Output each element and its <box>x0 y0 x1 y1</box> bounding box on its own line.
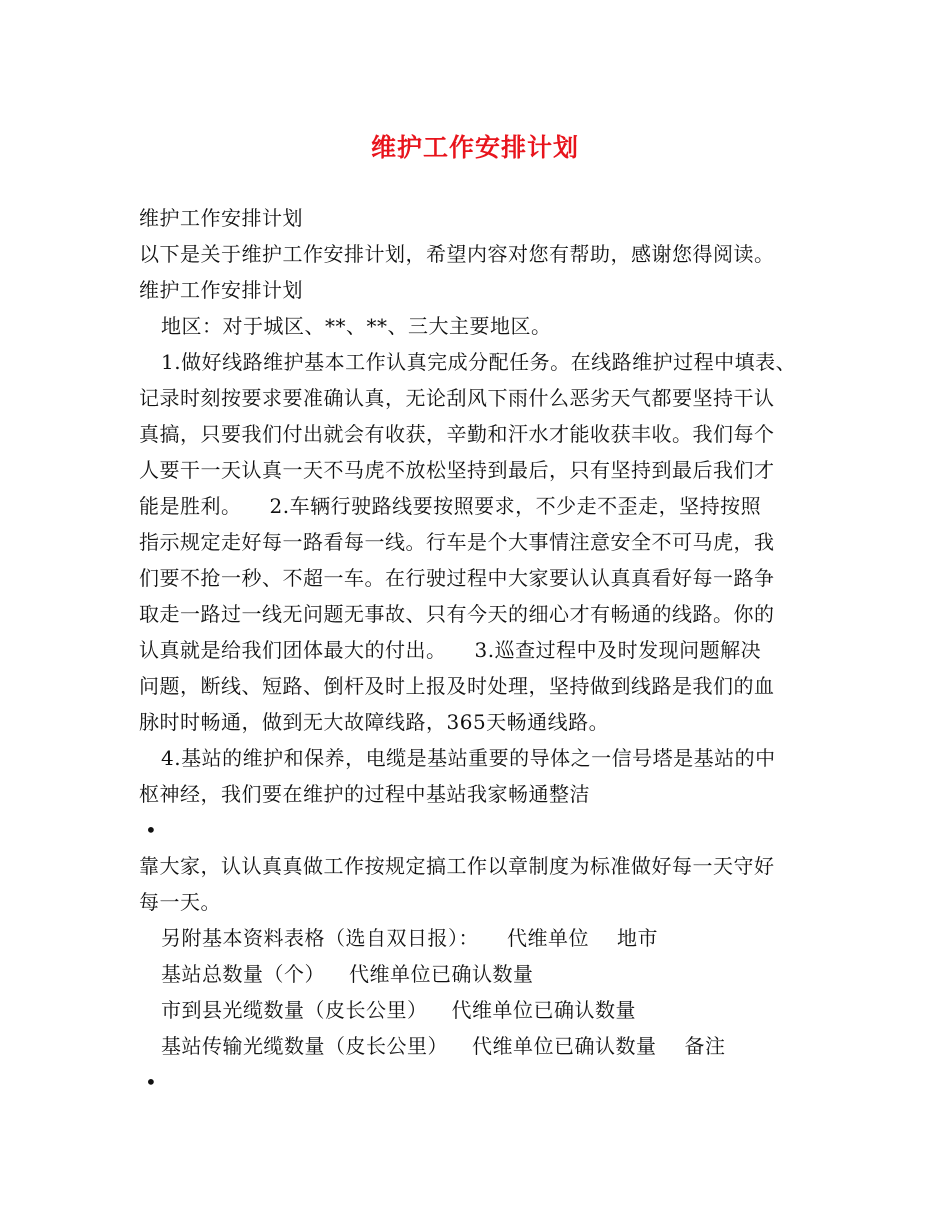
paragraph-line: 靠大家，认认真真做工作按规定搞工作以章制度为标准做好每一天守好 <box>139 854 775 878</box>
table-cell: 代维单位已确认数量 <box>451 998 636 1022</box>
paragraph-text: 认真就是给我们团体最大的付出。 <box>139 638 447 662</box>
paragraph-line <box>139 632 819 668</box>
region-line: 地区：对于城区、**、**、三大主要地区。 <box>161 314 552 338</box>
document-title: 维护工作安排计划 <box>370 133 579 162</box>
paragraph-line: 指示规定走好每一路看每一线。行车是个大事情注意安全不可马虎，我 <box>139 530 775 554</box>
table-cell: 代维单位已确认数量 <box>472 1034 657 1058</box>
table-row <box>139 1028 819 1064</box>
paragraph-line: 1.做好线路维护基本工作认真完成分配任务。在线路维护过程中填表、 <box>161 350 797 374</box>
paragraph-line: 每一天。 <box>139 890 221 914</box>
table-cell: 备注 <box>684 1034 726 1058</box>
intro-line: 以下是关于维护工作安排计划，希望内容对您有帮助，感谢您得阅读。 <box>139 242 775 266</box>
table-cell: 基站传输光缆数量（皮长公里） <box>161 1034 448 1058</box>
paragraph-line: 记录时刻按要求要准确认真，无论刮风下雨什么恶劣天气都要坚持干认 <box>139 386 775 410</box>
table-row <box>139 956 819 992</box>
table-cell: 基站总数量（个） <box>161 962 325 986</box>
paragraph-line: 人要干一天认真一天不马虎不放松坚持到最后，只有坚持到最后我们才 <box>139 458 775 482</box>
paragraph-line: 们要不抢一秒、不超一车。在行驶过程中大家要认认真真看好每一路争 <box>139 566 775 590</box>
document-body <box>139 200 819 1100</box>
bullet-marker: • <box>145 818 157 842</box>
paragraph-text: 能是胜利。 <box>139 494 242 518</box>
table-row <box>139 992 819 1028</box>
table-cell: 代维单位 <box>507 926 589 950</box>
table-cell: 地市 <box>617 926 658 950</box>
paragraph-text: 2.车辆行驶路线要按照要求，不少走不歪走，坚持按照 <box>269 494 762 518</box>
paragraph-line: 问题，断线、短路、倒杆及时上报及时处理，坚持做到线路是我们的血 <box>139 674 775 698</box>
paragraph-line <box>139 488 819 524</box>
paragraph-line: 真搞，只要我们付出就会有收获，辛勤和汗水才能收获丰收。我们每个 <box>139 422 775 446</box>
table-cell: 市到县光缆数量（皮长公里） <box>161 998 428 1022</box>
table-cell: 代维单位已确认数量 <box>349 962 534 986</box>
subtitle-line-repeat: 维护工作安排计划 <box>139 278 303 302</box>
subtitle-line: 维护工作安排计划 <box>139 206 303 230</box>
table-header-line <box>139 920 819 956</box>
paragraph-line: 脉时时畅通，做到无大故障线路，365天畅通线路。 <box>139 710 610 734</box>
paragraph-text: 3.巡查过程中及时发现问题解决 <box>474 638 762 662</box>
table-intro: 另附基本资料表格（选自双日报）： <box>161 926 479 950</box>
paragraph-line: 取走一路过一线无问题无事故、只有今天的细心才有畅通的线路。你的 <box>139 602 775 626</box>
paragraph-line: 枢神经，我们要在维护的过程中基站我家畅通整洁 <box>139 782 590 806</box>
bullet-marker: • <box>145 1070 157 1094</box>
paragraph-line: 4.基站的维护和保养，电缆是基站重要的导体之一信号塔是基站的中 <box>161 746 776 770</box>
